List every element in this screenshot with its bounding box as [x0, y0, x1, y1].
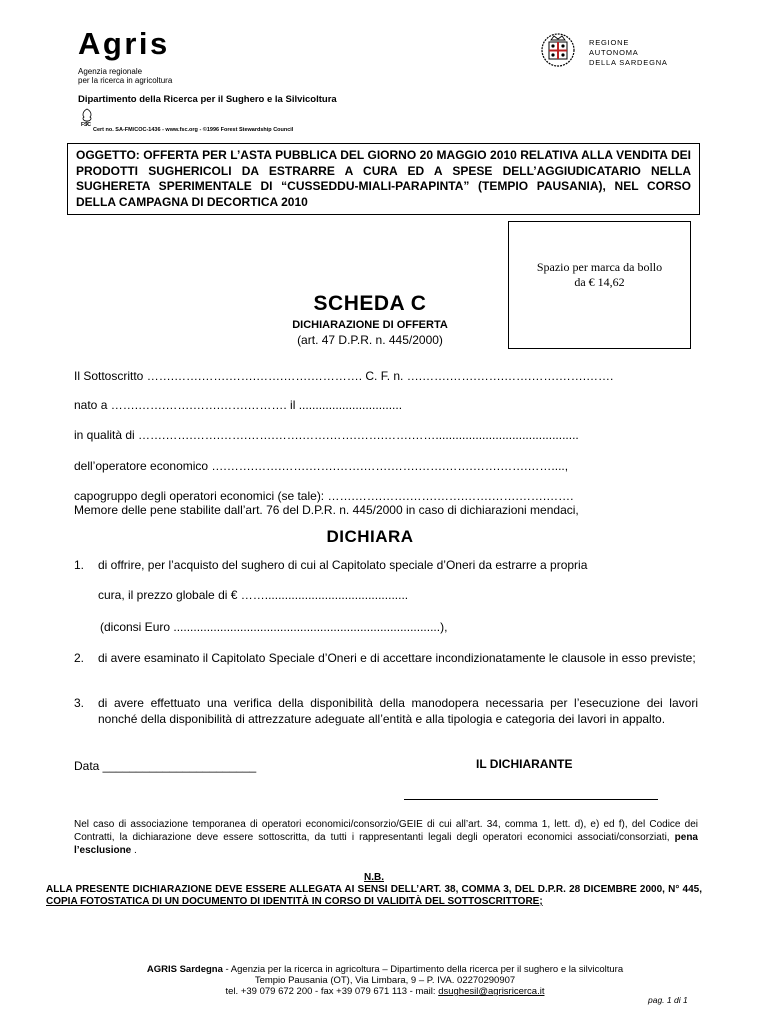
item-text: di offrire, per l’acquisto del sughero di cui al Capitolato speciale d’Oneri da estrarre a propria [98, 558, 588, 572]
note-end: . [131, 845, 137, 856]
footer-desc: - Agenzia per la ricerca in agricoltura – Dipartimento della ricerca per il sughero e la silvicoltura [222, 964, 624, 975]
declaration-item-3 [74, 695, 698, 727]
footer-email-link[interactable]: dsughesil@agrisricerca.it [438, 986, 545, 997]
item-text: di avere effettuato una verifica della disponibilità della manodopera necessaria per l’esecuzione dei lavori nonché della disponibilità di attrezzature adeguate all’entità e alla tipologia e categoria dei lavori in appalto. [98, 696, 698, 726]
association-note [74, 818, 698, 857]
item-number: 2. [74, 651, 85, 665]
penalty-notice: Memore delle pene stabilite dall’art. 76 del D.P.R. n. 445/2000 in caso di dichiarazioni mendaci, [74, 503, 579, 517]
role-field[interactable]: in qualità di …….…….…….…….…….…….…….…….…….…….……........................................... [74, 428, 579, 442]
item-number: 3. [74, 696, 85, 710]
footer-line-3 [60, 986, 710, 997]
date-field[interactable]: Data _______________________ [74, 759, 257, 773]
stamp-space-line-1: Spazio per marca da bollo [536, 260, 663, 274]
price-field[interactable]: cura, il prezzo globale di € ……........................................... [98, 588, 409, 602]
nb-text [46, 884, 702, 908]
form-subtitle: DICHIARAZIONE DI OFFERTA [292, 319, 448, 331]
fsc-label: FSC [81, 122, 91, 128]
agency-line-1: Agenzia regionale [78, 67, 143, 76]
sardinia-crest-icon [540, 32, 576, 68]
nb-body: ALLA PRESENTE DICHIARAZIONE DEVE ESSERE ALLEGATA AI SENSI DELL’ART. 38, COMMA 3, DEL D.P.R. 28 DICEMBRE 2000, N° 445, [46, 884, 702, 895]
declares-heading: DICHIARA [326, 527, 414, 546]
region-line-2: AUTONOMA [589, 48, 639, 57]
agency-line-2: per la ricerca in agricoltura [78, 76, 173, 85]
region-line-3: DELLA SARDEGNA [589, 58, 668, 67]
nb-title: N.B. [364, 872, 384, 883]
note-bold: pena l’esclusione [74, 832, 698, 856]
item-text: di avere esaminato il Capitolato Speciale d’Oneri e di accettare incondizionatamente le clausole in esso previste; [98, 651, 696, 665]
item-number: 1. [74, 558, 85, 572]
birthplace-field[interactable]: nato a …….…….…….…….…….………. il ............................... [74, 398, 403, 412]
certification-text: Cert no. SA-FM/COC-1436 - www.fsc.org - ©1996 Forest Stewardship Council [93, 127, 294, 133]
price-words-field[interactable]: (diconsi Euro ................................................................................), [100, 620, 448, 634]
form-legal-reference: (art. 47 D.P.R. n. 445/2000) [297, 333, 443, 347]
stamp-space-box [508, 221, 691, 349]
declaration-item-2 [74, 650, 698, 666]
form-title: SCHEDA C [313, 292, 427, 315]
note-text: Nel caso di associazione temporanea di operatori economici/consorzio/GEIE di cui all’art. 34, comma 1, lett. d), e) ed f), del Codice dei Contratti, la dichiarazione deve essere sottoscritta, da tutti i rappresentanti legali degli operatori economici associati/consorziati, [74, 819, 698, 843]
department-name: Dipartimento della Ricerca per il Sughero e la Silvicoltura [78, 94, 337, 105]
stamp-space-line-2: da € 14,62 [574, 275, 625, 289]
group-leader-field[interactable]: capogruppo degli operatori economici (se tale): …….…….…….…….…….…….…….…….……. [74, 489, 574, 503]
declaration-item-1 [74, 557, 698, 573]
footer-line-1 [60, 964, 710, 975]
nb-underlined: COPIA FOTOSTATICA DI UN DOCUMENTO DI IDENTITÀ IN CORSO DI VALIDITÀ DEL SOTTOSCRITTORE; [46, 896, 543, 907]
declarant-label: IL DICHIARANTE [476, 757, 573, 771]
agris-logo: Agris [78, 26, 170, 61]
footer-contacts: tel. +39 079 672 200 - fax +39 079 671 113 - mail: [225, 986, 439, 997]
subject-box: OGGETTO: OFFERTA PER L’ASTA PUBBLICA DEL GIORNO 20 MAGGIO 2010 RELATIVA ALLA VENDITA DEI PRODOTTI SUGHERICOLI DA ESTRARRE A CURA ED A SPESE DELL’AGGIUDICATARIO NELLA SUGHERETA SPERIMENTALE DI “CUSSEDDU-MIALI-PARAPINTA” (TEMPIO PAUSANIA), NEL CORSO DELLA CAMPAGNA DI DECORTICA 2010 [67, 143, 700, 215]
footer-org: AGRIS Sardegna [146, 964, 223, 975]
signature-line[interactable] [404, 799, 658, 800]
page-number: pag. 1 di 1 [648, 995, 688, 1005]
footer-line-2: Tempio Pausania (OT), Via Limbara, 9 – P. IVA. 02270290907 [254, 975, 516, 986]
region-name [589, 38, 668, 68]
signatory-field[interactable]: Il Sottoscritto …….…….…….…….…….…….…………. C. F. n. ….…….…….…….…….…….…….……. [74, 369, 614, 383]
operator-field[interactable]: dell’operatore economico ….…….…….…….…….…….…….…….…….…….…….…….……...., [74, 459, 569, 473]
region-line-1: REGIONE [589, 38, 630, 47]
